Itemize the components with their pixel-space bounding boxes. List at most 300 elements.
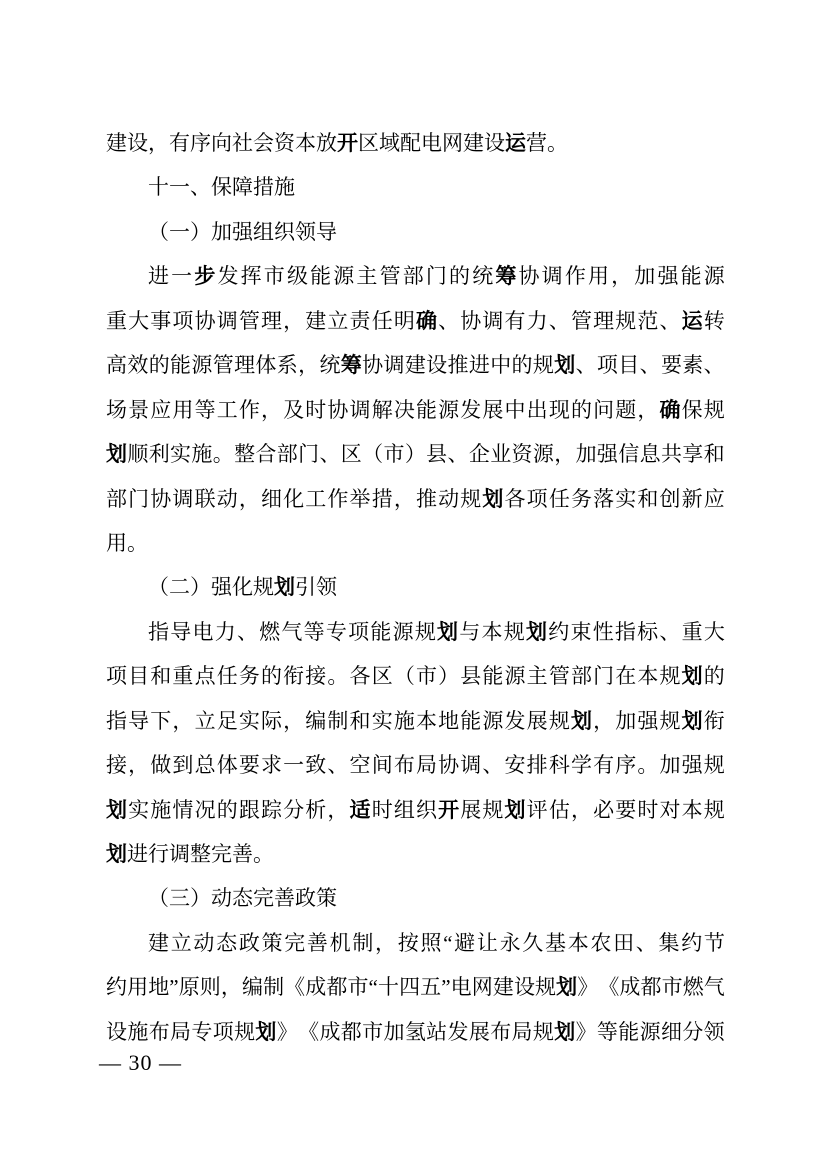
text-run: （三）动态完善政策 — [148, 886, 337, 911]
text-run: 安 — [504, 753, 526, 778]
text-run: 施 — [393, 708, 415, 733]
text-run: 》 — [575, 1019, 597, 1044]
bold-char: 划 — [681, 709, 703, 733]
text-run: 事 — [150, 308, 172, 333]
bold-char: 划 — [106, 843, 127, 866]
text-run: （二）强化规 — [148, 575, 274, 600]
text-run: 情 — [172, 797, 194, 822]
text-line — [106, 432, 725, 476]
text-run: 跟 — [238, 797, 260, 822]
text-run: 有 — [504, 308, 526, 333]
text-run: 利 — [148, 442, 170, 467]
text-run: 、 — [639, 353, 661, 378]
text-run: 目 — [618, 353, 640, 378]
text-line — [106, 965, 725, 1009]
text-run: 挥 — [240, 264, 262, 289]
text-run: 等 — [596, 1019, 618, 1044]
text-run: 。 — [327, 664, 349, 689]
text-run: 约 — [548, 619, 570, 644]
text-run: 落 — [593, 486, 615, 511]
text-run: 领 — [703, 1019, 725, 1044]
text-block — [106, 121, 725, 1054]
text-run: 氢 — [404, 1019, 426, 1044]
text-run: 统 — [319, 353, 341, 378]
text-run: 源 — [703, 264, 725, 289]
text-line — [106, 876, 725, 920]
text-run: 专 — [325, 619, 347, 644]
text-run: 编 — [241, 975, 263, 1000]
text-run: 制 — [327, 708, 349, 733]
text-line — [106, 521, 725, 565]
text-run: 举 — [349, 486, 371, 511]
text-run: ， — [637, 397, 659, 422]
text-run: 务 — [238, 664, 260, 689]
text-run: 照 — [420, 930, 442, 955]
text-run: 规 — [703, 753, 725, 778]
text-run: 区 — [340, 442, 362, 467]
text-line — [106, 165, 725, 209]
text-run: 用 — [127, 975, 149, 1000]
text-run: ， — [260, 397, 282, 422]
text-run: 加 — [615, 708, 637, 733]
text-run: 衔 — [283, 664, 305, 689]
text-run: 应 — [703, 486, 725, 511]
text-run: 强 — [681, 753, 703, 778]
text-run: 实 — [615, 486, 637, 511]
text-run: ， — [570, 797, 592, 822]
text-run: 协 — [327, 397, 349, 422]
text-run: 和 — [637, 486, 659, 511]
text-run: 项 — [596, 353, 618, 378]
text-line — [106, 610, 725, 654]
text-run: 项 — [348, 619, 370, 644]
bold-char: 划 — [106, 443, 127, 467]
text-run: 展 — [460, 797, 482, 822]
text-run: ） — [438, 664, 460, 689]
text-run: 实 — [170, 442, 192, 467]
text-run: 对 — [659, 797, 681, 822]
text-run: 、 — [482, 753, 504, 778]
text-line — [106, 388, 725, 432]
text-run: 规 — [503, 619, 525, 644]
text-run: 总 — [194, 753, 216, 778]
text-run: ， — [283, 708, 305, 733]
text-run: 让 — [476, 930, 498, 955]
text-run: 门 — [425, 264, 447, 289]
text-run: 效 — [127, 353, 149, 378]
text-run: 气 — [703, 975, 725, 1000]
text-run: 源 — [532, 442, 554, 467]
text-run: 析 — [305, 797, 327, 822]
text-run: 况 — [194, 797, 216, 822]
text-run: 体 — [216, 753, 238, 778]
text-run: 中 — [504, 397, 526, 422]
text-run: 重 — [681, 619, 703, 644]
text-run: 设 — [426, 353, 448, 378]
text-run: 。 — [212, 442, 234, 467]
text-line — [106, 477, 725, 521]
text-run: 创 — [659, 486, 681, 511]
text-run: 新 — [681, 486, 703, 511]
text-run: 市 — [263, 264, 285, 289]
text-run: 源 — [504, 664, 526, 689]
text-run: 展 — [468, 1019, 490, 1044]
page-number: — 30 — — [99, 1050, 182, 1075]
text-run: 理 — [593, 308, 615, 333]
text-run: 都 — [640, 975, 662, 1000]
text-run: 强 — [657, 264, 679, 289]
text-run: 一 — [171, 264, 193, 289]
text-run: 际 — [260, 708, 282, 733]
text-run: 发 — [447, 1019, 469, 1044]
text-run: 大 — [703, 619, 725, 644]
text-run: 任 — [371, 308, 393, 333]
text-run: 源 — [639, 1019, 661, 1044]
text-run: 、 — [548, 308, 570, 333]
text-run: ， — [220, 975, 242, 1000]
bold-char: 运 — [681, 309, 703, 333]
text-run: 科 — [548, 753, 570, 778]
text-line — [106, 788, 725, 832]
text-run: 信 — [618, 442, 640, 467]
text-run: 成 — [305, 975, 327, 1000]
bold-char: 划 — [106, 798, 127, 822]
text-run: 策 — [261, 930, 283, 955]
text-line — [106, 565, 725, 609]
text-run: 管 — [379, 264, 401, 289]
text-run: 现 — [548, 397, 570, 422]
text-run: 营。 — [526, 131, 568, 155]
text-run: 地 — [438, 708, 460, 733]
text-run: 的 — [449, 264, 471, 289]
text-run: 指 — [106, 708, 127, 733]
text-run: 顺 — [127, 442, 149, 467]
text-run: 区 — [371, 664, 393, 689]
text-run: 企 — [468, 442, 490, 467]
bold-char: 开 — [438, 798, 460, 822]
text-run: 细 — [660, 1019, 682, 1044]
text-run: 建 — [492, 975, 514, 1000]
text-run: 编 — [305, 708, 327, 733]
bold-char: 划 — [482, 487, 504, 511]
text-run: 能 — [370, 619, 392, 644]
text-run: 燃 — [682, 975, 704, 1000]
text-run: 管 — [212, 353, 234, 378]
text-line — [106, 343, 725, 387]
text-run: 门 — [298, 442, 320, 467]
text-run: 各 — [504, 486, 526, 511]
text-run: 用 — [172, 397, 194, 422]
text-run: 机 — [329, 930, 351, 955]
text-run: 要 — [238, 753, 260, 778]
text-run: 力 — [526, 308, 548, 333]
text-run: 接 — [106, 753, 127, 778]
text-run: 约 — [106, 975, 127, 1000]
text-run: 四 — [399, 975, 421, 1000]
text-line — [106, 921, 725, 965]
bold-char: 适 — [349, 798, 371, 822]
text-run: 原 — [178, 975, 200, 1000]
text-line — [106, 210, 725, 254]
text-run: 进 — [148, 264, 169, 289]
text-run: “ — [443, 930, 453, 955]
text-run: 规 — [659, 664, 681, 689]
text-run: 评 — [526, 797, 548, 822]
bold-char: 划 — [681, 665, 703, 689]
text-run: 加 — [634, 264, 656, 289]
text-run: 间 — [371, 753, 393, 778]
text-run: 门 — [128, 486, 150, 511]
text-run: 局 — [170, 1019, 192, 1044]
text-run: 成 — [619, 975, 641, 1000]
text-run: 建 — [305, 308, 327, 333]
text-run: 规 — [482, 797, 504, 822]
text-run: 动 — [193, 930, 215, 955]
text-run: 县 — [426, 442, 448, 467]
text-run: 部 — [276, 442, 298, 467]
bold-char: 筹 — [495, 265, 517, 289]
text-run: 和 — [349, 708, 371, 733]
text-run: 的 — [216, 797, 238, 822]
text-run: 本 — [415, 708, 437, 733]
bold-char: 筹 — [340, 354, 362, 378]
text-run: 都 — [326, 975, 348, 1000]
text-run: 有 — [593, 753, 615, 778]
text-run: 能 — [618, 1019, 640, 1044]
text-run: 和 — [703, 442, 725, 467]
text-run: 推 — [415, 486, 437, 511]
text-line — [106, 832, 725, 876]
text-run: 作 — [564, 264, 586, 289]
text-run: 时 — [305, 397, 327, 422]
text-run: 下 — [150, 708, 172, 733]
text-run: 、 — [438, 308, 460, 333]
text-run: 集 — [658, 930, 680, 955]
text-run: 要 — [660, 353, 682, 378]
text-run: 电 — [450, 975, 472, 1000]
text-run: 本 — [567, 930, 589, 955]
text-run: ， — [298, 353, 320, 378]
text-run: 和 — [150, 664, 172, 689]
text-run: 、 — [319, 442, 341, 467]
text-run: ， — [393, 486, 415, 511]
text-run: 五 — [420, 975, 442, 1000]
text-run: 地 — [148, 975, 170, 1000]
text-run: 管 — [548, 664, 570, 689]
text-run: 发 — [460, 397, 482, 422]
text-run: 网 — [471, 975, 493, 1000]
text-run: 转 — [703, 308, 725, 333]
text-run: 展 — [482, 397, 504, 422]
text-run: 田 — [613, 930, 635, 955]
text-run: 统 — [472, 264, 494, 289]
text-run: 调 — [216, 308, 238, 333]
text-run: 态 — [216, 930, 238, 955]
text-run: 分 — [283, 797, 305, 822]
text-run: 立 — [194, 708, 216, 733]
text-run: 本 — [681, 797, 703, 822]
text-run: 保 — [681, 397, 703, 422]
text-run: 排 — [526, 753, 548, 778]
text-run: 强 — [637, 708, 659, 733]
text-run: ” — [169, 975, 179, 1000]
text-run: 项 — [212, 1019, 234, 1044]
text-run: 规 — [460, 486, 482, 511]
text-run: 踪 — [260, 797, 282, 822]
text-run: 动 — [438, 486, 460, 511]
text-run: 政 — [238, 930, 260, 955]
bold-char: 划 — [437, 620, 459, 644]
text-run: 制 — [263, 975, 285, 1000]
text-run: ， — [375, 930, 397, 955]
text-run: 市 — [347, 975, 369, 1000]
text-run: 规 — [615, 308, 637, 333]
text-run: 调 — [482, 308, 504, 333]
text-run: 务 — [570, 486, 592, 511]
text-run: 调 — [172, 486, 194, 511]
text-run: 工 — [216, 397, 238, 422]
text-run: （一）加强组织领导 — [148, 219, 337, 244]
text-line — [106, 699, 725, 743]
text-run: 源 — [392, 619, 414, 644]
text-run: 、 — [447, 442, 469, 467]
text-run: ， — [593, 708, 615, 733]
text-run: 业 — [490, 442, 512, 467]
text-line — [106, 299, 725, 343]
text-run: 的 — [511, 353, 533, 378]
text-run: 布 — [148, 1019, 170, 1044]
text-run: 加 — [659, 753, 681, 778]
text-run: 点 — [194, 664, 216, 689]
text-run: 项 — [172, 308, 194, 333]
text-run: 项 — [106, 664, 127, 689]
text-run: 规 — [234, 1019, 256, 1044]
text-run: 素 — [682, 353, 704, 378]
text-run: 能 — [415, 397, 437, 422]
text-run: 约 — [681, 930, 703, 955]
bold-char: 划 — [255, 1020, 277, 1044]
bold-char: 划 — [554, 354, 576, 378]
text-run: 部 — [570, 664, 592, 689]
text-run: 理 — [234, 353, 256, 378]
text-run: （ — [393, 664, 415, 689]
text-run: 享 — [682, 442, 704, 467]
text-run: 级 — [286, 264, 308, 289]
text-run: 十一、保障措施 — [148, 175, 295, 200]
text-run: 管 — [238, 308, 260, 333]
text-run: 学 — [570, 753, 592, 778]
text-run: 分 — [682, 1019, 704, 1044]
text-run: 立 — [170, 930, 192, 955]
bold-char: 划 — [556, 976, 578, 1000]
text-run: 进行调整完善。 — [127, 842, 274, 866]
text-run: 调 — [460, 753, 482, 778]
text-run: 化 — [283, 486, 305, 511]
text-run: 必 — [593, 797, 615, 822]
text-run: 完 — [284, 930, 306, 955]
text-run: 及 — [283, 397, 305, 422]
text-run: 专 — [191, 1019, 213, 1044]
text-run: ， — [238, 486, 260, 511]
text-run: 、 — [635, 930, 657, 955]
text-run: 作 — [238, 397, 260, 422]
text-run: 调 — [383, 353, 405, 378]
text-run: ， — [172, 708, 194, 733]
text-run: 基 — [544, 930, 566, 955]
bold-char: 开 — [337, 132, 358, 155]
text-run: 气 — [281, 619, 303, 644]
text-run: 主 — [356, 264, 378, 289]
text-run: 大 — [128, 308, 150, 333]
text-run: ） — [404, 442, 426, 467]
text-run: 资 — [511, 442, 533, 467]
text-run: 规 — [532, 353, 554, 378]
text-run: 、 — [659, 619, 681, 644]
text-run: 》 — [276, 1019, 298, 1044]
text-run: 等 — [303, 619, 325, 644]
text-run: 措 — [371, 486, 393, 511]
text-run: 则 — [199, 975, 221, 1000]
text-run: 出 — [526, 397, 548, 422]
text-run: 细 — [260, 486, 282, 511]
text-run: 建 — [148, 930, 169, 955]
text-run: 做 — [150, 753, 172, 778]
text-run: 门 — [593, 664, 615, 689]
text-run: 调 — [349, 397, 371, 422]
text-run: 源 — [438, 397, 460, 422]
text-run: 指 — [148, 619, 169, 644]
text-run: 布 — [393, 753, 415, 778]
text-run: 序 — [615, 753, 637, 778]
text-run: 推 — [447, 353, 469, 378]
text-run: 协 — [518, 264, 540, 289]
text-run: 组 — [393, 797, 415, 822]
text-run: 市 — [383, 442, 405, 467]
text-run: 共 — [660, 442, 682, 467]
text-run: 。 — [637, 753, 659, 778]
text-run: 实 — [371, 708, 393, 733]
text-run: 强 — [596, 442, 618, 467]
text-run: 导 — [170, 619, 192, 644]
text-run: 能 — [310, 264, 332, 289]
text-run: 展 — [526, 708, 548, 733]
text-run: 导 — [128, 708, 150, 733]
text-run: 部 — [402, 264, 424, 289]
text-run: 加 — [383, 1019, 405, 1044]
text-run: 合 — [255, 442, 277, 467]
text-run: 的 — [260, 664, 282, 689]
text-run: 避 — [454, 930, 476, 955]
text-run: 联 — [194, 486, 216, 511]
text-run: 源 — [191, 353, 213, 378]
text-run: “ — [368, 975, 378, 1000]
text-run: 场 — [106, 397, 127, 422]
bold-char: 确 — [659, 398, 681, 422]
text-run: 协 — [150, 486, 172, 511]
bold-char: 划 — [525, 620, 547, 644]
text-run: 能 — [460, 708, 482, 733]
text-line — [106, 254, 725, 298]
text-run: 久 — [522, 930, 544, 955]
text-run: 题 — [615, 397, 637, 422]
text-run: 建设，有序向社会资本放 — [106, 131, 337, 155]
text-run: 实 — [128, 797, 150, 822]
text-run: 接 — [305, 664, 327, 689]
text-run: 协 — [460, 308, 482, 333]
text-run: ， — [283, 308, 305, 333]
text-run: 束 — [570, 619, 592, 644]
text-run: 的 — [570, 397, 592, 422]
